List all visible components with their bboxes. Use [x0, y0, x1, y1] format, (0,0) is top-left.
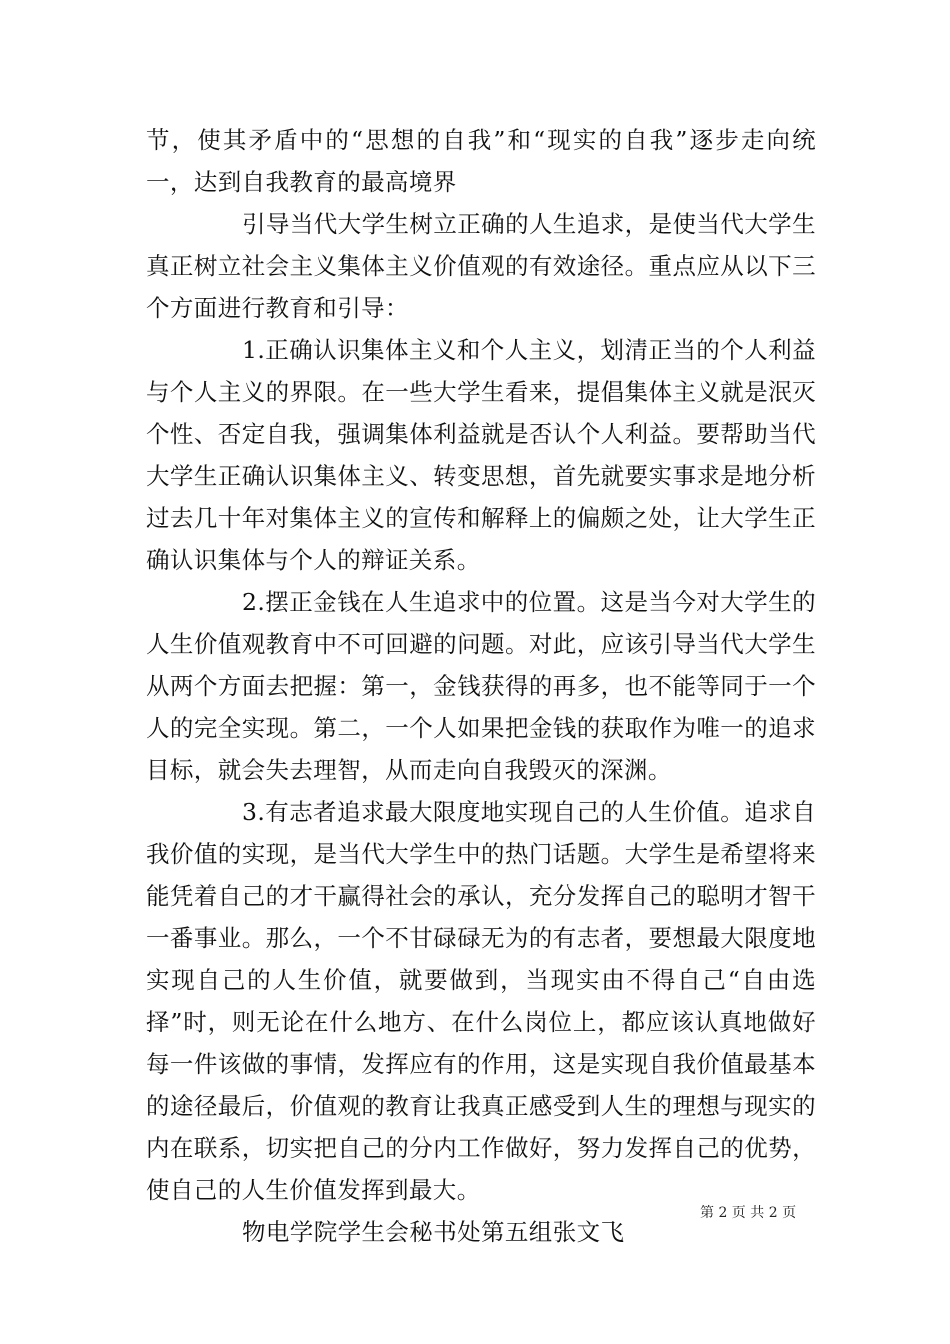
paragraph-intro: 引导当代大学生树立正确的人生追求，是使当代大学生真正树立社会主义集体主义价值观的有效途径。重点应从以下三个方面进行教育和引导： — [146, 210, 816, 322]
paragraph-continuation: 节，使其矛盾中的“思想的自我”和“现实的自我”逐步走向统一，达到自我教育的最高境界 — [146, 126, 816, 196]
page-number-footer: 第 2 页 共 2 页 — [700, 1205, 797, 1221]
paragraph-point-1: 1.正确认识集体主义和个人主义，划清正当的个人利益与个人主义的界限。在一些大学生看来，提倡集体主义就是泯灭个性、否定自我，强调集体利益就是否认个人利益。要帮助当代大学生正确认识集体主义、转变思想，首先就要实事求是地分析过去几十年对集体主义的宣传和解释上的偏颇之处，让大学生正确认识集体与个人的辩证关系。 — [146, 336, 816, 574]
document-body — [146, 119, 816, 1253]
paragraph-point-3: 3.有志者追求最大限度地实现自己的人生价值。追求自我价值的实现，是当代大学生中的热门话题。大学生是希望将来能凭着自己的才干赢得社会的承认，充分发挥自己的聪明才智干一番事业。那么，一个不甘碌碌无为的有志者，要想最大限度地实现自己的人生价值，就要做到，当现实由不得自己“自由选择”时，则无论在什么地方、在什么岗位上，都应该认真地做好每一件该做的事情，发挥应有的作用，这是实现自我价值最基本的途径最后，价值观的教育让我真正感受到人生的理想与现实的内在联系，切实把自己的分内工作做好，努力发挥自己的优势，使自己的人生价值发挥到最大。 — [146, 798, 816, 1204]
paragraph-point-2: 2.摆正金钱在人生追求中的位置。这是当今对大学生的人生价值观教育中不可回避的问题。对此，应该引导当代大学生从两个方面去把握：第一，金钱获得的再多，也不能等同于一个人的完全实现。第二，一个人如果把金钱的获取作为唯一的追求目标，就会失去理智，从而走向自我毁灭的深渊。 — [146, 588, 816, 784]
author-signature: 物电学院学生会秘书处第五组张文飞 — [242, 1218, 625, 1246]
